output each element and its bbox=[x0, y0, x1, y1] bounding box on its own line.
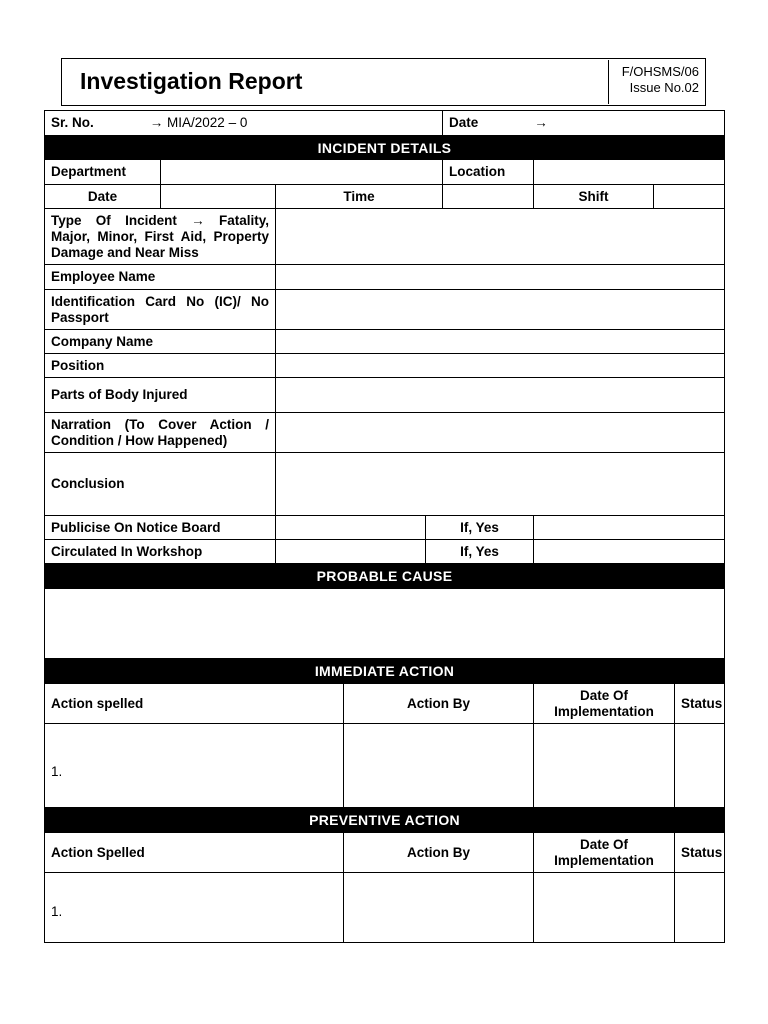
incident-type-label bbox=[45, 209, 276, 265]
preventive-action-status-field[interactable] bbox=[675, 873, 725, 943]
probable-cause-row bbox=[45, 589, 725, 659]
department-row bbox=[45, 160, 725, 185]
arrow-icon: → bbox=[149, 115, 164, 130]
probable-cause-header bbox=[45, 564, 725, 589]
incident-date-field[interactable] bbox=[161, 185, 276, 209]
narration-field[interactable] bbox=[276, 413, 725, 453]
investigation-form bbox=[44, 110, 725, 943]
report-date-cell[interactable] bbox=[443, 111, 725, 136]
immediate-action-item-row bbox=[45, 724, 725, 808]
company-row bbox=[45, 330, 725, 354]
time-label: Time bbox=[276, 185, 443, 209]
section-heading: PREVENTIVE ACTION bbox=[45, 808, 725, 833]
narration-row bbox=[45, 413, 725, 453]
location-field[interactable] bbox=[534, 160, 725, 185]
conclusion-row bbox=[45, 453, 725, 516]
publicise-if-yes-field[interactable] bbox=[534, 516, 725, 540]
column-header: Status bbox=[675, 684, 725, 724]
section-heading: IMMEDIATE ACTION bbox=[45, 659, 725, 684]
page-title: Investigation Report bbox=[80, 68, 303, 94]
position-field[interactable] bbox=[276, 354, 725, 378]
incident-type-title: Type Of Incident bbox=[51, 212, 177, 228]
report-date-label: Date bbox=[449, 115, 479, 130]
incident-type-field[interactable] bbox=[276, 209, 725, 265]
date-time-shift-row bbox=[45, 185, 725, 209]
arrow-icon: → bbox=[534, 115, 548, 130]
column-header: Action spelled bbox=[45, 684, 344, 724]
section-heading: INCIDENT DETAILS bbox=[45, 136, 725, 160]
position-row bbox=[45, 354, 725, 378]
circulated-if-yes-field[interactable] bbox=[534, 540, 725, 564]
department-label: Department bbox=[45, 160, 161, 185]
immediate-action-item[interactable]: 1. bbox=[45, 724, 344, 808]
shift-field[interactable] bbox=[654, 185, 725, 209]
form-code: F/OHSMS/06 bbox=[621, 64, 699, 79]
immediate-action-columns bbox=[45, 684, 725, 724]
incident-date-label: Date bbox=[45, 185, 161, 209]
preventive-action-item[interactable]: 1. bbox=[45, 873, 344, 943]
form-code-block bbox=[608, 60, 705, 104]
sr-no-row bbox=[45, 111, 725, 136]
column-header: Status bbox=[675, 833, 725, 873]
preventive-action-by-field[interactable] bbox=[344, 873, 534, 943]
column-header: Action By bbox=[344, 833, 534, 873]
immediate-action-status-field[interactable] bbox=[675, 724, 725, 808]
column-header: Date Of Implementation bbox=[534, 833, 675, 873]
sr-no-cell[interactable] bbox=[45, 111, 443, 136]
body-parts-label: Parts of Body Injured bbox=[45, 378, 276, 413]
preventive-action-date-field[interactable] bbox=[534, 873, 675, 943]
position-label: Position bbox=[45, 354, 276, 378]
ic-label: Identification Card No (IC)/ No Passport bbox=[45, 290, 276, 330]
company-label: Company Name bbox=[45, 330, 276, 354]
circulated-row bbox=[45, 540, 725, 564]
department-field[interactable] bbox=[161, 160, 443, 185]
location-label: Location bbox=[443, 160, 534, 185]
preventive-action-header bbox=[45, 808, 725, 833]
publicise-label: Publicise On Notice Board bbox=[45, 516, 276, 540]
employee-name-label: Employee Name bbox=[45, 265, 276, 290]
shift-label: Shift bbox=[534, 185, 654, 209]
publicise-row bbox=[45, 516, 725, 540]
publicise-if-yes-label: If, Yes bbox=[426, 516, 534, 540]
ic-field[interactable] bbox=[276, 290, 725, 330]
issue-number: Issue No.02 bbox=[629, 80, 699, 95]
ic-row bbox=[45, 290, 725, 330]
immediate-action-header bbox=[45, 659, 725, 684]
circulated-field[interactable] bbox=[276, 540, 426, 564]
probable-cause-field[interactable] bbox=[45, 589, 725, 659]
column-header: Date Of Implementation bbox=[534, 684, 675, 724]
immediate-action-by-field[interactable] bbox=[344, 724, 534, 808]
incident-type-row bbox=[45, 209, 725, 265]
sr-no-label: Sr. No. bbox=[51, 115, 94, 130]
immediate-action-date-field[interactable] bbox=[534, 724, 675, 808]
body-parts-field[interactable] bbox=[276, 378, 725, 413]
employee-name-row bbox=[45, 265, 725, 290]
circulated-label: Circulated In Workshop bbox=[45, 540, 276, 564]
circulated-if-yes-label: If, Yes bbox=[426, 540, 534, 564]
preventive-action-columns bbox=[45, 833, 725, 873]
incident-type-options: Fatality, Major, Minor, First Aid, Property Damage and Near Miss bbox=[51, 212, 269, 260]
conclusion-label: Conclusion bbox=[45, 453, 276, 516]
employee-name-field[interactable] bbox=[276, 265, 725, 290]
preventive-action-item-row bbox=[45, 873, 725, 943]
section-heading: PROBABLE CAUSE bbox=[45, 564, 725, 589]
column-header: Action By bbox=[344, 684, 534, 724]
sr-no-value: MIA/2022 – 0 bbox=[167, 115, 248, 130]
incident-details-header bbox=[45, 136, 725, 160]
company-field[interactable] bbox=[276, 330, 725, 354]
time-field[interactable] bbox=[443, 185, 534, 209]
body-parts-row bbox=[45, 378, 725, 413]
narration-label: Narration (To Cover Action / Condition / How Happened) bbox=[45, 413, 276, 453]
arrow-icon: → bbox=[191, 212, 205, 228]
publicise-field[interactable] bbox=[276, 516, 426, 540]
conclusion-field[interactable] bbox=[276, 453, 725, 516]
column-header: Action Spelled bbox=[45, 833, 344, 873]
